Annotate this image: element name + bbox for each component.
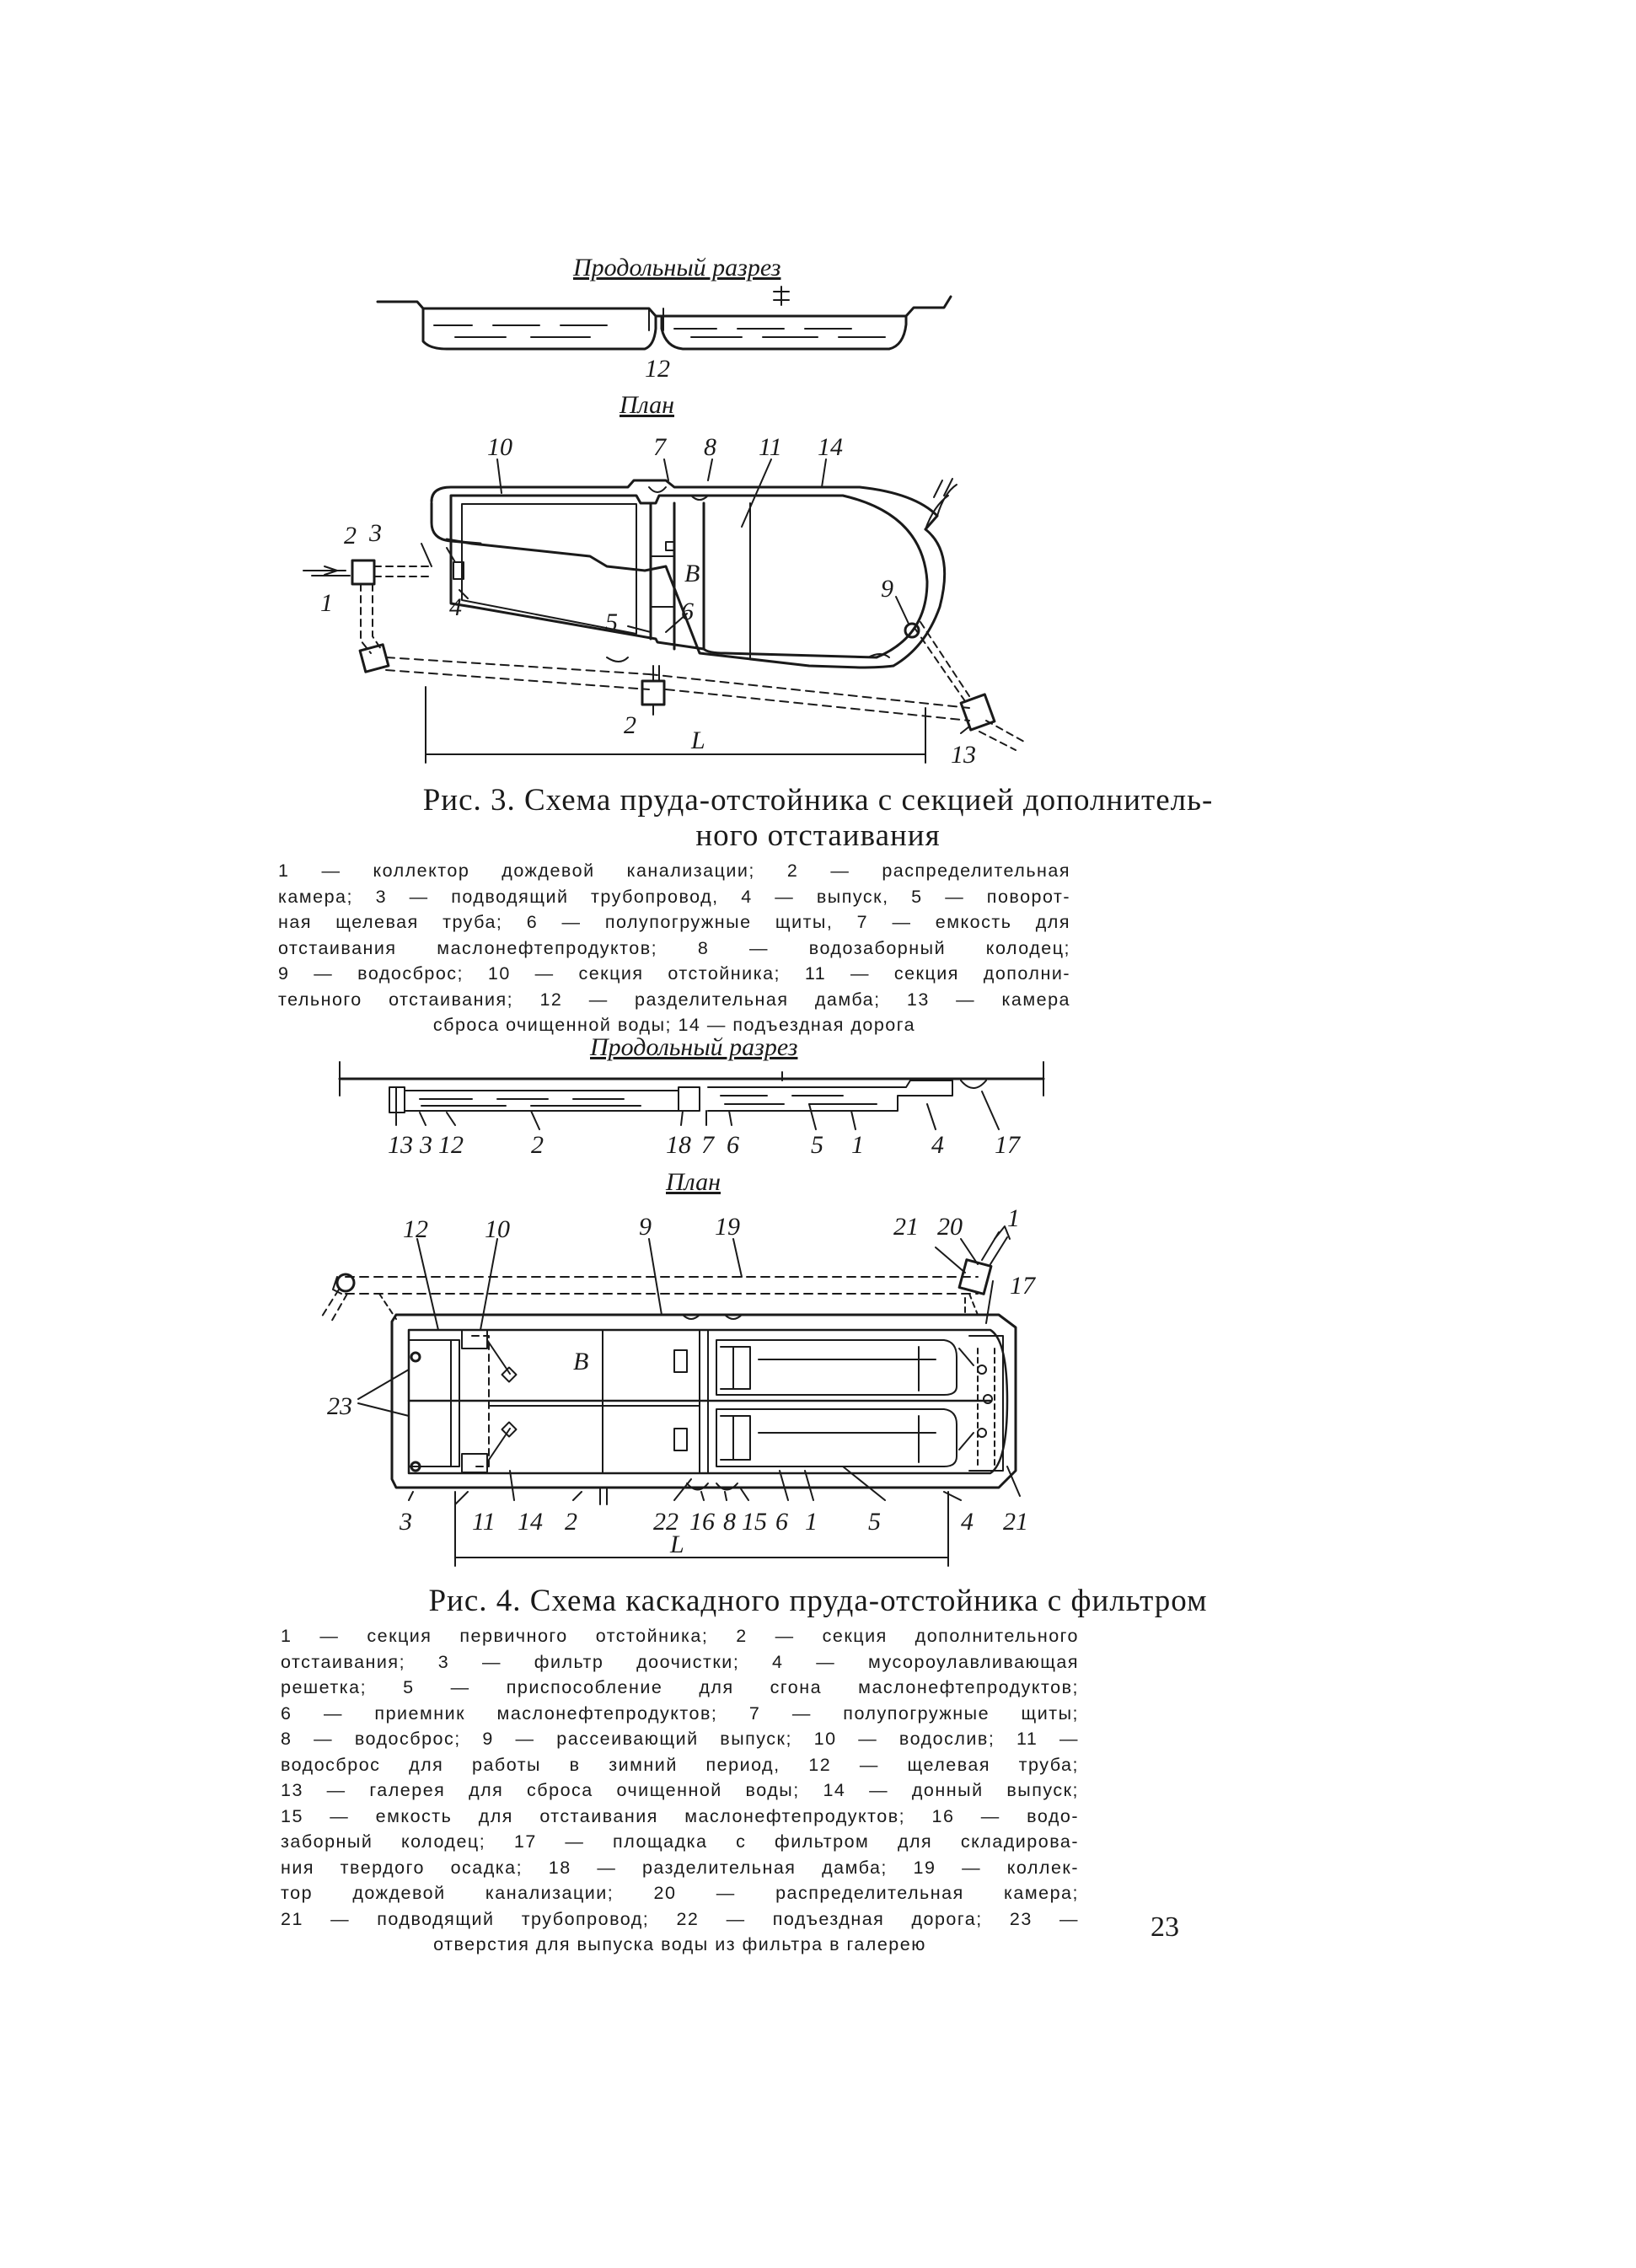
fig4-callout-4: 4 (961, 1508, 974, 1536)
fig4-sec-callout-7: 7 (701, 1131, 714, 1159)
fig4-legend-line: 21 — подводящий трубопровод; 22 — подъездная дорога; 23 — (281, 1908, 1079, 1929)
fig4-callout-12: 12 (403, 1215, 428, 1243)
fig4-sec-callout-12: 12 (438, 1131, 464, 1159)
page-number: 23 (1151, 1911, 1179, 1943)
fig3-callout-2: 2 (344, 522, 357, 550)
fig4-sec-callout-4: 4 (931, 1131, 944, 1159)
fig4-sec-callout-6: 6 (727, 1131, 739, 1159)
fig4-callout-3: 3 (400, 1508, 412, 1536)
fig3-legend-line: тельного отстаивания; 12 — разделительная дамба; 13 — камера (278, 989, 1070, 1010)
fig4-legend-line: 1 — секция первичного отстойника; 2 — секция дополнительного (281, 1626, 1079, 1646)
fig3-callout-8: 8 (704, 433, 716, 461)
fig4-legend-line: тор дождевой канализации; 20 — распределительная камера; (281, 1883, 1079, 1903)
fig3-caption-line1: Рис. 3. Схема пруда-отстойника с секцией дополнитель- (422, 783, 1214, 818)
fig3-dimension-L: L (691, 727, 705, 754)
fig3-legend (278, 858, 1070, 1038)
fig4-legend-line: 6 — приемник маслонефтепродуктов; 7 — полупогружные щиты; (281, 1702, 1079, 1724)
fig4-caption: Рис. 4. Схема каскадного пруда-отстойника с фильтром (428, 1584, 1208, 1618)
fig3-section-title: Продольный разрез (573, 254, 781, 281)
fig4-legend (281, 1623, 1079, 1958)
fig4-section-title: Продольный разрез (590, 1033, 798, 1061)
fig3-caption-line2: ного отстаивания (695, 818, 941, 853)
fig3-callout-14: 14 (818, 433, 843, 461)
fig4-plan-title: План (666, 1168, 721, 1196)
fig4-callout-21-top: 21 (893, 1213, 919, 1241)
fig4-callout-20: 20 (937, 1213, 963, 1241)
fig3-callout-3: 3 (369, 519, 382, 547)
fig4-sec-callout-2: 2 (531, 1131, 544, 1159)
fig3-longitudinal-section (378, 287, 951, 349)
fig4-callout-5: 5 (868, 1508, 881, 1536)
fig4-callout-23: 23 (327, 1392, 352, 1420)
fig4-sec-callout-18: 18 (666, 1131, 691, 1159)
fig4-sec-callout-17: 17 (995, 1131, 1020, 1159)
fig3-callout-4: 4 (449, 593, 462, 621)
fig4-sec-callout-1: 1 (851, 1131, 864, 1159)
fig3-callout-11: 11 (759, 433, 782, 461)
fig4-callout-10: 10 (485, 1215, 510, 1243)
fig4-callout-15: 15 (742, 1508, 767, 1536)
fig3-plan-title: План (620, 391, 674, 419)
fig4-callout-8: 8 (723, 1508, 736, 1536)
fig4-legend-line: 8 — водосброс; 9 — рассеивающий выпуск; 10 — водослив; 11 — (281, 1729, 1079, 1749)
fig3-callout-5: 5 (605, 609, 618, 636)
fig3-legend-line: 9 — водосброс; 10 — секция отстойника; 11 — секция дополни- (278, 963, 1070, 984)
fig4-legend-line: 13 — галерея для сброса очищенной воды; 14 — донный выпуск; (281, 1780, 1079, 1800)
fig3-callout-12: 12 (645, 355, 670, 383)
fig4-legend-line: водосброс для работы в зимний период, 12 — щелевая труба; (281, 1754, 1079, 1775)
fig4-sec-callout-13: 13 (388, 1131, 413, 1159)
fig4-dimension-L: L (670, 1531, 684, 1558)
fig4-longitudinal-section (340, 1062, 1043, 1129)
fig4-section-letter: В (573, 1348, 589, 1375)
fig4-legend-line: заборный колодец; 17 — площадка с фильтром для складирова- (281, 1831, 1079, 1852)
fig4-callout-19: 19 (715, 1213, 740, 1241)
fig4-callout-21: 21 (1003, 1508, 1028, 1536)
fig3-callout-2b: 2 (624, 711, 636, 739)
fig4-sec-callout-5: 5 (811, 1131, 823, 1159)
fig3-legend-line: сброса очищенной воды; 14 — подъездная дорога (432, 1015, 916, 1035)
fig4-callout-14: 14 (518, 1508, 543, 1536)
fig3-callout-7: 7 (653, 433, 666, 461)
fig3-callout-13: 13 (951, 741, 976, 769)
fig3-legend-line: 1 — коллектор дождевой канализации; 2 — распределительная (278, 861, 1070, 881)
fig4-callout-11: 11 (472, 1508, 496, 1536)
fig4-legend-line: ния твердого осадка; 18 — разделительная дамба; 19 — коллек- (281, 1857, 1079, 1878)
fig3-callout-10: 10 (487, 433, 512, 461)
fig4-callout-9: 9 (639, 1213, 652, 1241)
fig3-callout-9: 9 (881, 575, 893, 603)
fig3-callout-6: 6 (681, 598, 694, 625)
fig4-legend-line: решетка; 5 — приспособление для сгона маслонефтепродуктов; (281, 1677, 1079, 1697)
fig4-callout-1-top: 1 (1007, 1204, 1020, 1232)
fig4-callout-2: 2 (565, 1508, 577, 1536)
fig4-legend-line: отверстия для выпуска воды из фильтра в галерею (433, 1934, 926, 1954)
fig4-callout-1: 1 (805, 1508, 818, 1536)
fig3-plan (303, 459, 1024, 763)
fig4-callout-22: 22 (653, 1508, 679, 1536)
fig3-legend-line: отстаивания маслонефтепродуктов; 8 — водозаборный колодец; (278, 937, 1070, 958)
fig3-legend-line: ная щелевая труба; 6 — полупогружные щиты, 7 — емкость для (278, 912, 1070, 932)
fig4-callout-16: 16 (689, 1508, 715, 1536)
fig4-legend-line: 15 — емкость для отстаивания маслонефтепродуктов; 16 — водо- (281, 1805, 1079, 1826)
fig4-legend-line: отстаивания; 3 — фильтр доочистки; 4 — мусороулавливающая (281, 1651, 1079, 1672)
fig4-callout-6: 6 (775, 1508, 788, 1536)
fig3-callout-1: 1 (320, 589, 333, 617)
fig3-legend-line: камера; 3 — подводящий трубопровод, 4 — выпуск, 5 — поворот- (278, 886, 1070, 907)
fig4-sec-callout-3: 3 (420, 1131, 432, 1159)
fig4-callout-17: 17 (1010, 1272, 1035, 1300)
fig3-section-letter: В (684, 560, 700, 587)
